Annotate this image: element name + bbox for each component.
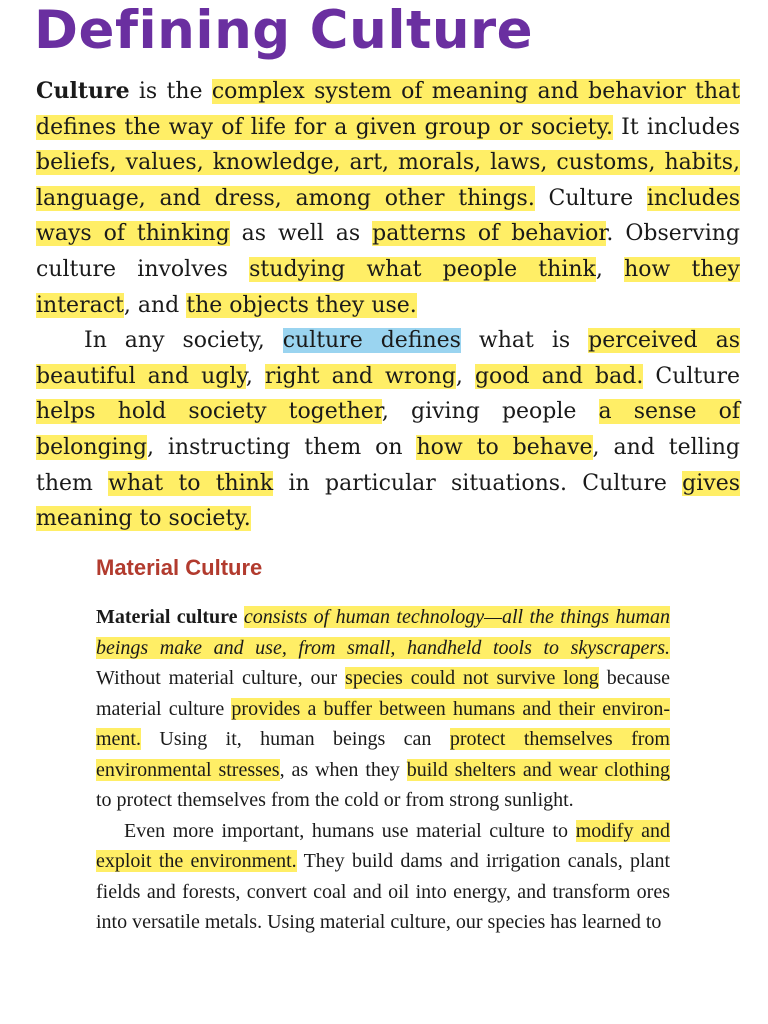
- material-paragraph-1: [96, 602, 670, 816]
- text-run: Without material culture, our: [96, 667, 346, 689]
- highlighted-text: provides a buffer between humans and their environment.: [96, 697, 671, 750]
- highlighted-text: complex system of meaning and behavior that defines the way of life for a given group or society.: [36, 79, 740, 140]
- text-run: ,: [455, 363, 475, 389]
- intro-paragraph-1: [36, 74, 740, 323]
- highlighted-text: how to behave: [416, 434, 593, 460]
- material-culture-text: [96, 602, 670, 938]
- highlighted-text: a sense of belonging: [36, 399, 741, 460]
- highlighted-text: the objects they use.: [186, 292, 417, 318]
- bold-term: Culture: [36, 78, 130, 104]
- highlighted-text: how they interact: [36, 256, 740, 318]
- text-run: , and telling them: [36, 434, 740, 496]
- highlighted-text: studying what people think: [249, 256, 596, 282]
- text-run: ,: [595, 256, 625, 282]
- text-run: Culture: [534, 185, 647, 211]
- highlighted-text: includes ways of thinking: [36, 185, 740, 247]
- highlighted-text: build shelters and wear clothing: [406, 758, 670, 781]
- highlighted-text: right and wrong: [264, 363, 456, 389]
- section-heading-material-culture: Material Culture: [96, 555, 263, 580]
- highlighted-text: good and bad.: [474, 363, 644, 389]
- text-run: Even more important, humans use material culture to: [124, 819, 576, 842]
- text-run: is the: [129, 79, 212, 104]
- text-run: as well as: [229, 221, 373, 247]
- highlighted-text: what to think: [108, 470, 274, 496]
- text-run: , instructing them on: [146, 434, 417, 460]
- highlighted-text: helps hold society together: [36, 399, 382, 425]
- highlighted-text: beliefs, values, knowledge, art, morals, laws, customs, habits, language, and dress, among other things.: [36, 150, 740, 211]
- text-run: what is: [460, 328, 589, 354]
- highlighted-text: consists of human technology—all the things human beings make and use, from small, handheld tools to skyscrapers.: [96, 606, 670, 659]
- text-run: ,: [245, 363, 265, 389]
- text-run: in particular situations. Culture: [273, 470, 683, 496]
- text-run: In any society,: [84, 328, 283, 354]
- text-run: It includes: [612, 114, 740, 140]
- highlighted-text: patterns of behavior: [372, 221, 607, 247]
- highlighted-text: perceived as beautiful and ugly: [36, 328, 740, 389]
- intro-paragraph-2: [36, 323, 740, 537]
- text-run: , and: [123, 292, 187, 318]
- text-run: because material culture: [96, 667, 670, 720]
- highlighted-text: species could not survive long: [345, 667, 599, 689]
- text-run: to protect themselves from the cold or from strong sunlight.: [96, 789, 574, 811]
- text-run: [238, 606, 244, 628]
- highlighted-text: modify and exploit the environment.: [96, 819, 670, 872]
- highlighted-text: protect themselves from environmental stresses: [96, 728, 670, 781]
- page-title: Defining Culture: [34, 0, 534, 61]
- text-run: They build dams and irrigation canals, plant fields and forests, convert coal and oil into energy, and transform ores into versatile metals. Using material culture, our species has learned to: [96, 850, 670, 933]
- intro-text: [36, 74, 740, 537]
- material-paragraph-2: [96, 816, 670, 938]
- highlighted-text: gives meaning to society.: [36, 470, 740, 532]
- bold-term: Material culture: [96, 606, 238, 628]
- text-run: , as when they: [279, 758, 407, 781]
- text-run: Culture: [643, 363, 740, 389]
- text-run: Using it, human beings can: [141, 728, 450, 750]
- text-run: . Observing culture involves: [36, 221, 740, 282]
- text-run: , giving people: [381, 399, 599, 425]
- highlighted-text: culture defines: [282, 328, 461, 354]
